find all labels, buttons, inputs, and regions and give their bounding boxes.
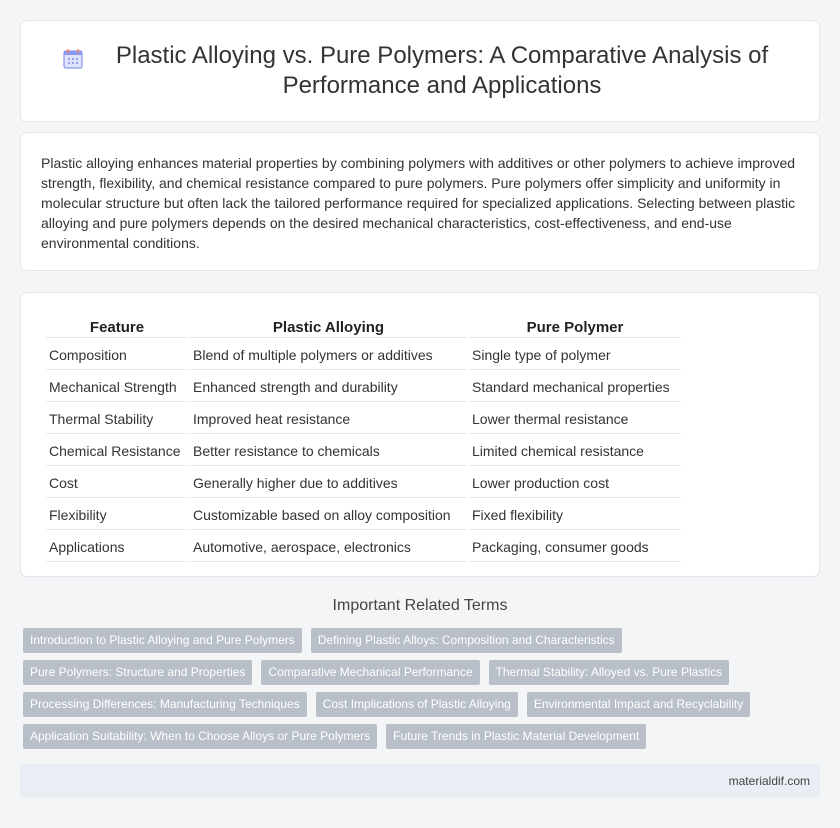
table-row [46,468,681,498]
table-cell: Single type of polymer [469,340,681,370]
footer-site-link[interactable]: materialdif.com [728,774,810,788]
intro-card [20,132,820,271]
related-terms-title: Important Related Terms [332,597,508,614]
comparison-table [44,315,683,564]
table-cell: Packaging, consumer goods [469,532,681,562]
related-term-tag[interactable]: Application Suitability: When to Choose Alloys or Pure Polymers [23,724,377,749]
header-plastic-alloying: Plastic Alloying [190,317,467,338]
table-cell: Improved heat resistance [190,404,467,434]
intro-text: Plastic alloying enhances material properties by combining polymers with additives or other polymers to achieve improved strength, flexibility, and chemical resistance compared to pure polymers. Pure polymers offer simplicity and uniformity in molecular structure but often lack the tailored performance required for specialized applications. Selecting between plastic alloying and pure polymers depends on the desired mechanical characteristics, cost-effectiveness, and end-use environmental conditions. [41,155,796,251]
footer [20,764,820,798]
related-term-tag[interactable]: Introduction to Plastic Alloying and Pure Polymers [23,628,302,653]
page-title: Plastic Alloying vs. Pure Polymers: A Comparative Analysis of Performance and Applications [115,42,769,99]
tag-row [23,692,803,717]
related-term-tag[interactable]: Thermal Stability: Alloyed vs. Pure Plastics [489,660,730,685]
tag-row [23,724,803,749]
related-term-tag[interactable]: Pure Polymers: Structure and Properties [23,660,252,685]
header-feature: Feature [46,317,188,338]
title-card [20,20,820,122]
table-cell: Enhanced strength and durability [190,372,467,402]
table-cell: Fixed flexibility [469,500,681,530]
table-row [46,404,681,434]
related-term-tag[interactable]: Future Trends in Plastic Material Development [386,724,646,749]
table-cell: Chemical Resistance [46,436,188,466]
table-cell: Cost [46,468,188,498]
table-row [46,532,681,562]
table-cell: Customizable based on alloy composition [190,500,467,530]
table-cell: Generally higher due to additives [190,468,467,498]
table-cell: Lower thermal resistance [469,404,681,434]
table-cell: Lower production cost [469,468,681,498]
table-cell: Applications [46,532,188,562]
table-row [46,340,681,370]
table-row [46,372,681,402]
table-row [46,500,681,530]
table-cell: Thermal Stability [46,404,188,434]
table-cell: Better resistance to chemicals [190,436,467,466]
comparison-card [20,292,820,577]
calendar-icon [61,47,85,71]
tag-row [23,628,803,653]
table-header-row [46,317,681,338]
related-term-tag[interactable]: Defining Plastic Alloys: Composition and Characteristics [311,628,622,653]
table-cell: Composition [46,340,188,370]
table-cell: Blend of multiple polymers or additives [190,340,467,370]
table-row [46,436,681,466]
table-cell: Flexibility [46,500,188,530]
related-term-tag[interactable]: Environmental Impact and Recyclability [527,692,750,717]
related-term-tag[interactable]: Processing Differences: Manufacturing Techniques [23,692,307,717]
related-term-tag[interactable]: Cost Implications of Plastic Alloying [316,692,518,717]
table-cell: Standard mechanical properties [469,372,681,402]
table-cell: Automotive, aerospace, electronics [190,532,467,562]
related-terms-list [23,628,803,756]
related-term-tag[interactable]: Comparative Mechanical Performance [261,660,479,685]
tag-row [23,660,803,685]
table-cell: Limited chemical resistance [469,436,681,466]
table-cell: Mechanical Strength [46,372,188,402]
header-pure-polymer: Pure Polymer [469,317,681,338]
